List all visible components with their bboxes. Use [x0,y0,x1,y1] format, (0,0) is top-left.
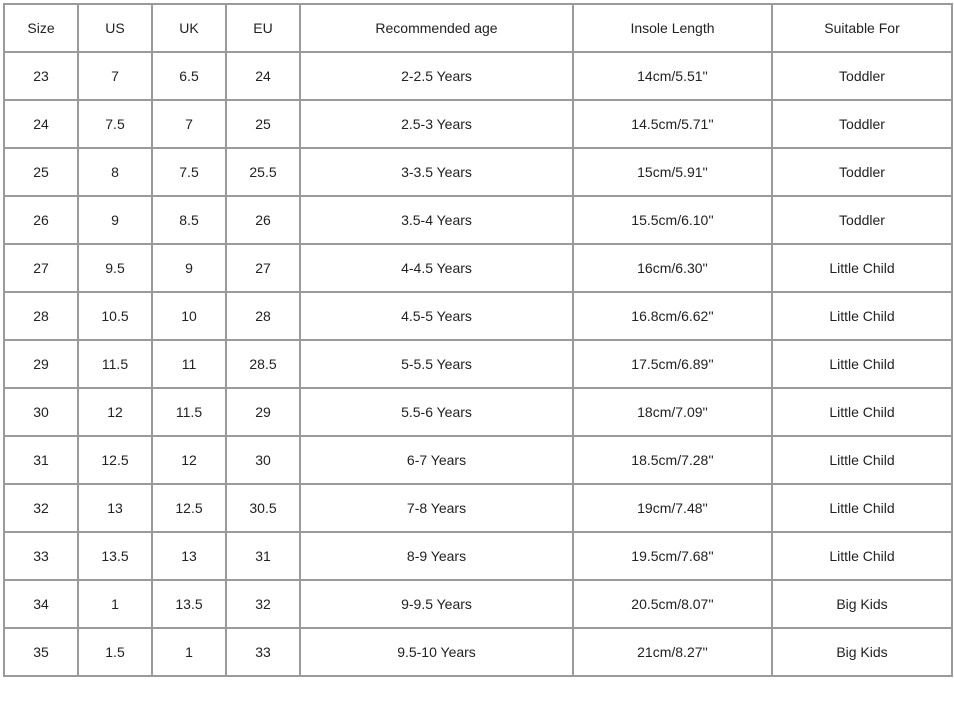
cell-uk: 10 [152,292,226,340]
cell-insole-length: 16.8cm/6.62'' [573,292,772,340]
cell-suitable-for: Big Kids [772,628,952,676]
table-header [4,4,952,52]
cell-us: 12.5 [78,436,152,484]
header-size: Size [4,4,78,52]
cell-size: 26 [4,196,78,244]
cell-suitable-for: Toddler [772,52,952,100]
table-row [4,196,952,244]
cell-recommended-age: 7-8 Years [300,484,573,532]
cell-size: 29 [4,340,78,388]
cell-recommended-age: 3.5-4 Years [300,196,573,244]
cell-eu: 29 [226,388,300,436]
cell-us: 9 [78,196,152,244]
cell-us: 9.5 [78,244,152,292]
cell-recommended-age: 2-2.5 Years [300,52,573,100]
cell-uk: 7.5 [152,148,226,196]
table-row [4,292,952,340]
cell-uk: 8.5 [152,196,226,244]
cell-size: 24 [4,100,78,148]
cell-eu: 30.5 [226,484,300,532]
cell-uk: 6.5 [152,52,226,100]
cell-eu: 32 [226,580,300,628]
cell-uk: 11.5 [152,388,226,436]
table-body [4,52,952,676]
cell-suitable-for: Little Child [772,244,952,292]
table-row [4,52,952,100]
cell-eu: 30 [226,436,300,484]
table-row [4,148,952,196]
cell-recommended-age: 9.5-10 Years [300,628,573,676]
cell-us: 12 [78,388,152,436]
cell-eu: 28 [226,292,300,340]
cell-suitable-for: Big Kids [772,580,952,628]
cell-us: 11.5 [78,340,152,388]
cell-uk: 7 [152,100,226,148]
table-row [4,580,952,628]
cell-size: 28 [4,292,78,340]
header-eu: EU [226,4,300,52]
cell-us: 7 [78,52,152,100]
header-row [4,4,952,52]
cell-size: 27 [4,244,78,292]
cell-recommended-age: 4.5-5 Years [300,292,573,340]
header-suitable-for: Suitable For [772,4,952,52]
cell-suitable-for: Toddler [772,100,952,148]
cell-eu: 24 [226,52,300,100]
cell-us: 7.5 [78,100,152,148]
cell-uk: 1 [152,628,226,676]
table-row [4,484,952,532]
table-row [4,340,952,388]
cell-insole-length: 20.5cm/8.07'' [573,580,772,628]
cell-recommended-age: 9-9.5 Years [300,580,573,628]
cell-recommended-age: 3-3.5 Years [300,148,573,196]
cell-us: 1.5 [78,628,152,676]
cell-insole-length: 15cm/5.91'' [573,148,772,196]
cell-eu: 31 [226,532,300,580]
cell-eu: 28.5 [226,340,300,388]
cell-us: 13 [78,484,152,532]
cell-insole-length: 14.5cm/5.71'' [573,100,772,148]
cell-suitable-for: Toddler [772,148,952,196]
table-row [4,532,952,580]
cell-suitable-for: Little Child [772,484,952,532]
cell-uk: 11 [152,340,226,388]
cell-uk: 13.5 [152,580,226,628]
cell-eu: 27 [226,244,300,292]
cell-insole-length: 18.5cm/7.28'' [573,436,772,484]
cell-insole-length: 16cm/6.30'' [573,244,772,292]
cell-recommended-age: 5.5-6 Years [300,388,573,436]
cell-insole-length: 21cm/8.27'' [573,628,772,676]
cell-eu: 26 [226,196,300,244]
cell-uk: 12 [152,436,226,484]
cell-uk: 9 [152,244,226,292]
cell-size: 34 [4,580,78,628]
cell-us: 1 [78,580,152,628]
cell-size: 32 [4,484,78,532]
cell-size: 30 [4,388,78,436]
cell-suitable-for: Little Child [772,340,952,388]
cell-insole-length: 17.5cm/6.89'' [573,340,772,388]
table-row [4,628,952,676]
cell-insole-length: 19.5cm/7.68'' [573,532,772,580]
cell-size: 25 [4,148,78,196]
cell-us: 8 [78,148,152,196]
cell-suitable-for: Little Child [772,388,952,436]
cell-eu: 25.5 [226,148,300,196]
cell-eu: 33 [226,628,300,676]
cell-insole-length: 15.5cm/6.10'' [573,196,772,244]
cell-recommended-age: 4-4.5 Years [300,244,573,292]
table-row [4,436,952,484]
header-recommended-age: Recommended age [300,4,573,52]
cell-suitable-for: Toddler [772,196,952,244]
cell-insole-length: 19cm/7.48'' [573,484,772,532]
cell-uk: 13 [152,532,226,580]
table-row [4,388,952,436]
cell-size: 23 [4,52,78,100]
cell-size: 33 [4,532,78,580]
cell-recommended-age: 8-9 Years [300,532,573,580]
cell-size: 35 [4,628,78,676]
header-uk: UK [152,4,226,52]
cell-size: 31 [4,436,78,484]
cell-recommended-age: 6-7 Years [300,436,573,484]
cell-eu: 25 [226,100,300,148]
cell-suitable-for: Little Child [772,292,952,340]
header-us: US [78,4,152,52]
cell-us: 10.5 [78,292,152,340]
cell-suitable-for: Little Child [772,532,952,580]
cell-recommended-age: 2.5-3 Years [300,100,573,148]
table-row [4,244,952,292]
cell-insole-length: 18cm/7.09'' [573,388,772,436]
cell-suitable-for: Little Child [772,436,952,484]
cell-insole-length: 14cm/5.51'' [573,52,772,100]
cell-uk: 12.5 [152,484,226,532]
cell-recommended-age: 5-5.5 Years [300,340,573,388]
table-row [4,100,952,148]
size-chart-table [3,3,953,677]
header-insole-length: Insole Length [573,4,772,52]
cell-us: 13.5 [78,532,152,580]
